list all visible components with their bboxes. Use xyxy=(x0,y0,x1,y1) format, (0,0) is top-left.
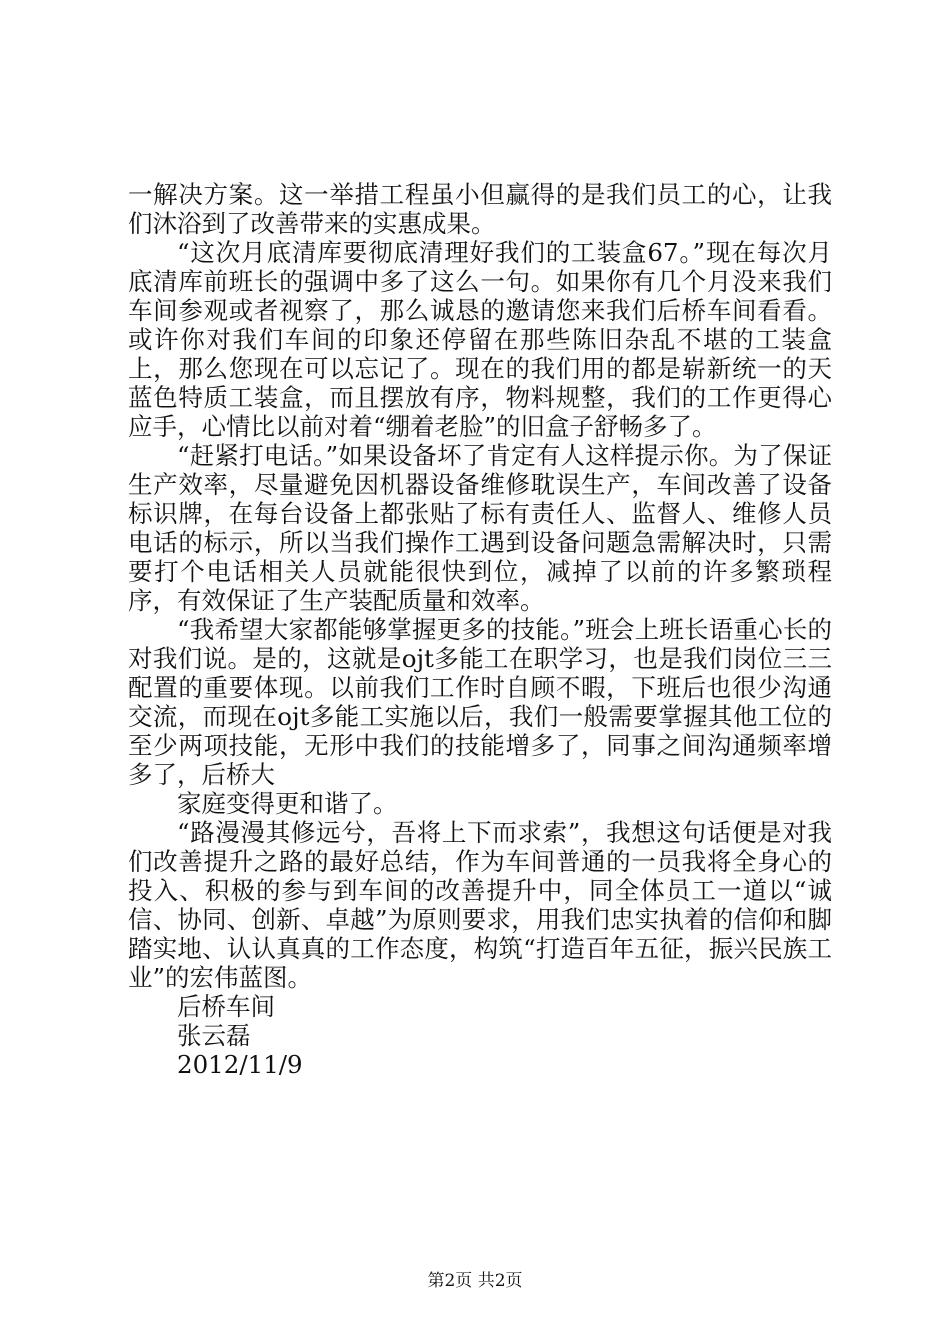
page-number: 第2页 共2页 xyxy=(427,1271,523,1291)
page-footer xyxy=(0,1270,950,1292)
paragraph-5: 家庭变得更和谐了。 xyxy=(177,789,398,818)
signature-block xyxy=(128,992,832,1079)
paragraph-3: “赶紧打电话。”如果设备坏了肯定有人这样提示你。为了保证生产效率，尽量避免因机器设备维修耽误生产，车间改善了设备标识牌，在每台设备上都张贴了标有责任人、监督人、维修人员电话的标示，所以当我们操作工遇到设备问题急需解决时，只需要打个电话相关人员就能很快到位，减掉了以前的许多繁琐程序，有效保证了生产装配质量和效率。 xyxy=(128,441,832,615)
signature-department: 后桥车间 xyxy=(177,992,275,1021)
document-body xyxy=(128,180,832,1079)
signature-author: 张云磊 xyxy=(177,1021,251,1050)
paragraph-1: 一解决方案。这一举措工程虽小但赢得的是我们员工的心，让我们沐浴到了改善带来的实惠成果。 xyxy=(128,180,832,238)
paragraph-4: “我希望大家都能够掌握更多的技能。”班会上班长语重心长的对我们说。是的，这就是ojt多能工在职学习，也是我们岗位三三配置的重要体现。以前我们工作时自顾不暇，下班后也很少沟通交流，而现在ojt多能工实施以后，我们一般需要掌握其他工位的至少两项技能，无形中我们的技能增多了，同事之间沟通频率增多了，后桥大 xyxy=(128,615,832,789)
paragraph-6: “路漫漫其修远兮，吾将上下而求索”，我想这句话便是对我们改善提升之路的最好总结，作为车间普通的一员我将全身心的投入、积极的参与到车间的改善提升中，同全体员工一道以“诚信、协同、创新、卓越”为原则要求，用我们忠实执着的信仰和脚踏实地、认认真真的工作态度，构筑“打造百年五征，振兴民族工业”的宏伟蓝图。 xyxy=(128,818,832,992)
paragraph-2: “这次月底清库要彻底清理好我们的工装盒67。”现在每次月底清库前班长的强调中多了这么一句。如果你有几个月没来我们车间参观或者视察了，那么诚恳的邀请您来我们后桥车间看看。或许你对我们车间的印象还停留在那些陈旧杂乱不堪的工装盒上，那么您现在可以忘记了。现在的我们用的都是崭新统一的天蓝色特质工装盒，而且摆放有序，物料规整，我们的工作更得心应手，心情比以前对着“绷着老脸”的旧盒子舒畅多了。 xyxy=(128,238,832,441)
signature-date: 2012/11/9 xyxy=(177,1050,303,1079)
